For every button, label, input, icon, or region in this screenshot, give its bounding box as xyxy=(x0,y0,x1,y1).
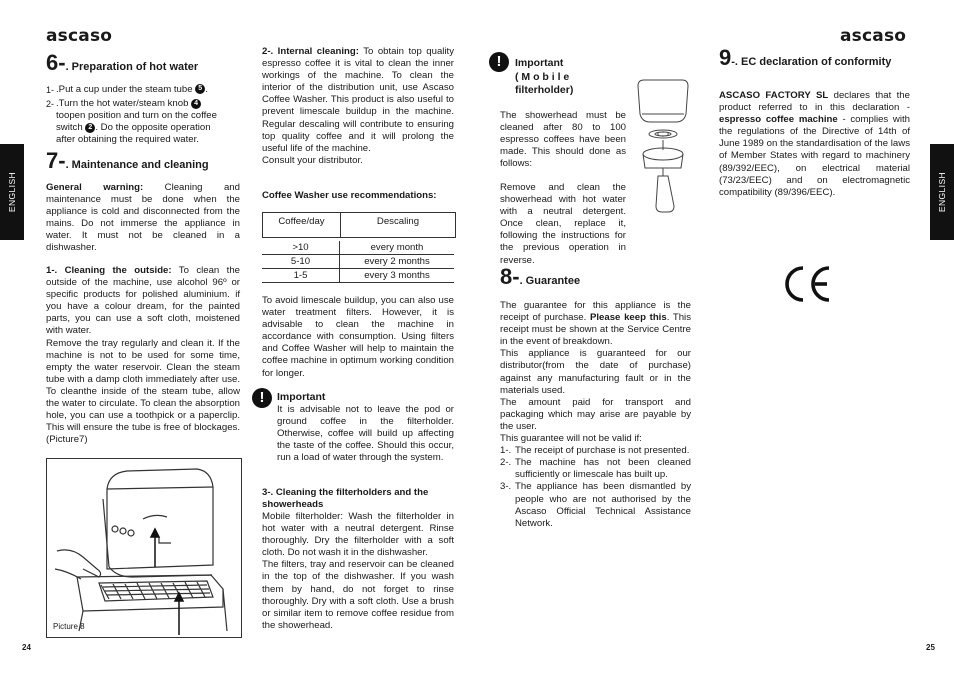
filterholder-illustration xyxy=(630,74,694,216)
page-number-left: 24 xyxy=(22,643,31,652)
table-header-coffee-day: Coffee/day xyxy=(263,213,341,237)
list-item: 2-. The machine has not been cleaned sufficiently or limescale has built up. xyxy=(500,457,691,481)
page-number-right: 25 xyxy=(926,643,935,652)
important-warning-icon: ! xyxy=(252,388,272,408)
table-row: 5-10 every 2 months xyxy=(262,255,454,269)
section-3-title: 3-. Cleaning the filterholders and the showerheads xyxy=(262,487,429,511)
coffee-machine-illustration xyxy=(47,459,241,637)
list-item: 3-. The appliance has been dismantled by people who are not authorised by the Ascaso Official Technical Assistance Network. xyxy=(500,481,691,529)
coffee-washer-table xyxy=(262,212,456,283)
ascaso-logo-right: ascaso xyxy=(840,26,907,46)
important-text-middle: It is advisable not to leave the pod or ground coffee in the filterholder. Otherwise, coffee will build up affecting the taste of the coffee. Should this occur, run a load of water through the system. xyxy=(277,404,454,464)
section-6-steps: 1- .Put a cup under the steam tube 5 . 2- .Turn the hot water/steam knob 4 toopen position and turn on the coffee switch 2 . Do the opposite operation after obtaining the required water. xyxy=(46,84,217,146)
important-title-middle: Important xyxy=(277,391,326,403)
guarantee-text: The guarantee for this appliance is the receipt of purchase. Please keep this. This receipt must be shown at the Service Centre in the event of breakdown. This appliance is guaranteed for our distributor(from the date of purchase) against any manufacturing fault or in the materials used. The amount paid for transport and packaging which may arise are payable by the user. This guarantee will not be valid if: 1-. The receipt of purchase is not presented. 2-. The machine has not been cleaned sufficiently or limescale has built up. 3-. The appliance has been dismantled by people who are not authorised by the Ascaso Official Technical Assistance Network. xyxy=(500,300,691,529)
bullet-4-icon: 4 xyxy=(191,99,201,109)
list-item: 1-. The receipt of purchase is not presented. xyxy=(500,445,690,457)
bullet-2-icon: 2 xyxy=(85,123,95,133)
important-warning-icon-right: ! xyxy=(489,52,509,72)
cleaning-outside-paragraph: 1-. Cleaning the outside: To clean the outside of the machine, use alcohol 96º or specific products for polished aluminium. if you have a colour dream, for the painted parts, you can use a soft cloth, moistened with water. Remove the tray regularly and clean it. If the machine is not to be used for some time, empty the water reservoir. Clean the steam tube with a damp cloth immediately after use. To cleanthe inside of the steam tube, allow the water to circulate. To clean the absorption hole, you can use a toothpick or a paperclip. This will ensure the tube is free of blockages.(Picture7) xyxy=(46,265,240,446)
ascaso-logo-left: ascaso xyxy=(46,26,113,46)
section-8-heading: 8-. Guarantee xyxy=(500,264,581,289)
coffee-washer-table-title: Coffee Washer use recommendations: xyxy=(262,190,437,201)
table-header-descaling: Descaling xyxy=(376,216,420,227)
remove-showerhead-paragraph: Remove and clean the showerhead with hot water with a neutral detergent. Once clean, replace it, following the instructions for the previous operation in reverse. xyxy=(500,182,626,266)
section-6-heading: 6-. Preparation of hot water xyxy=(46,50,199,75)
important-title-right: Important ( M o b i l e filterholder) xyxy=(515,57,574,96)
section-7-heading: 7-. Maintenance and cleaning xyxy=(46,148,209,173)
filters-paragraph: To avoid limescale buildup, you can also use water treatment filters. However, it is advisable to clean the machine in accordance with consumption. Using filters and Coffee Washer will help to maintain the coffee machine in optimum working condition for longer. xyxy=(262,295,454,379)
table-row: >10 every month xyxy=(262,241,454,255)
picture-8-caption: Picture 8 xyxy=(53,622,85,631)
bullet-5-icon: 5 xyxy=(195,84,205,94)
english-tab-left: ENGLISH xyxy=(0,144,24,240)
english-tab-right: ENGLISH xyxy=(930,144,954,240)
ce-mark-icon xyxy=(781,264,833,304)
general-warning-paragraph: General warning: Cleaning and maintenance must be done when the appliance is cold and disconnected from the mains. Do not immerse the appliance in water. It must not be cleaned in a dishwasher. xyxy=(46,182,240,254)
ec-declaration-text: ASCASO FACTORY SL declares that the product referred to in this declaration - espresso coffee machine - complies with the regulations of the Directive of 14th of June 1989 on the standardisation of the laws of Member States with regard to machinery (89/392/EEC), on electrical material (73/23/EEC) and on electromagnetic compatibility (89/396/EEC). xyxy=(719,90,910,198)
table-row: 1-5 every 3 months xyxy=(262,269,454,283)
section-3-text: Mobile filterholder: Wash the filterholder in hot water with a neutral detergent. Rinse thoroughly. Dry the filterholder with a soft cloth. Do not wash it in the dishwasher. The filters, tray and reservoir can be cleaned in the top of the dishwasher. If you wash them by hand, do not forget to rinse thoroughly. Dry with a soft cloth. Use a brush or similar item to remove coffee residue from the showerhead. xyxy=(262,511,454,631)
internal-cleaning-paragraph: 2-. Internal cleaning: To obtain top quality espresso coffee it is vital to clean the inner workings of the machine. To clean the interior of the distribution unit, use Ascaso Coffee Washer. This product is also useful to prevent limescale buildup in the machine. Regular descaling will contribute to ensuring top quality coffee and it will prolong the useful life of the machine. Consult your distributor. xyxy=(262,46,454,166)
showerhead-paragraph: The showerhead must be cleaned after 80 to 100 espresso coffees have been made. This should done as follows: xyxy=(500,110,626,170)
section-9-heading: 9-. EC declaration of conformity xyxy=(719,45,892,70)
picture-8-frame xyxy=(46,458,242,638)
